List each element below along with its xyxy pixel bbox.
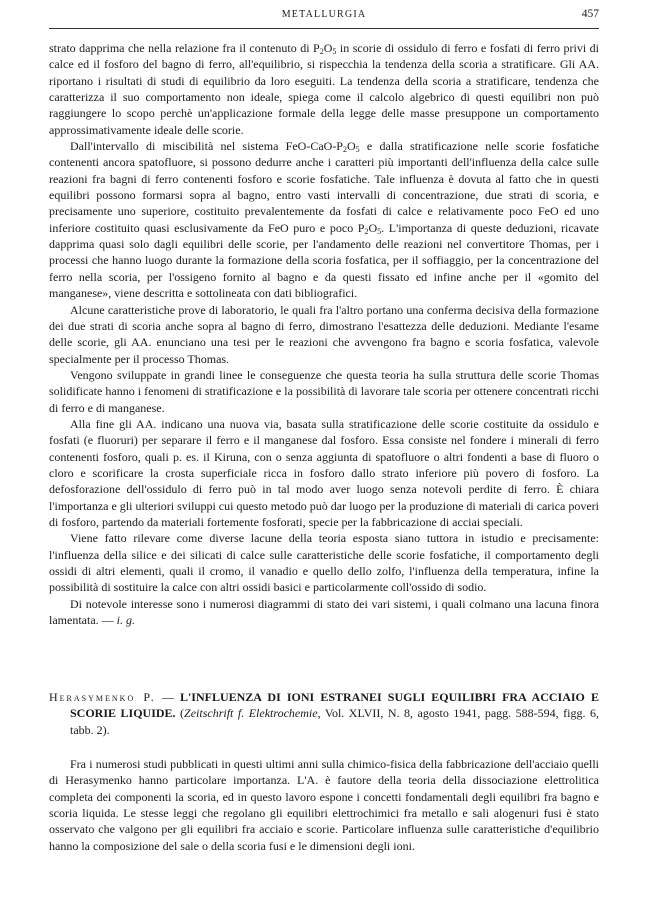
journal-name: Zeitschrift f. Elektrochemie: [184, 706, 318, 721]
article-continuation: [49, 40, 599, 628]
paragraph-1: strato dapprima che nella relazione fra il contenuto di $P_2O_5$ in scorie di ossidulo di ferro e fosfati di ferro privi di calce ed il fosforo del bagno di ferro, all'equilibrio, si rispecchia la tendenza della scoria a stratificare. Gli AA. riportano i risultati di studi di equilibrio da loro eseguiti. La tendenza della scoria a stratificare, tendenza che caratterizza il suo comportamento non ideale, spiega come il calcolo algebrico di questi equilibri non può raggiungere lo scopo perchè un'applicazione formale della legge delle masse presuppone un comportamento approssimativamente ideale delle scorie.: [49, 41, 600, 137]
citation-details: , Vol. XLVII, N. 8, agosto 1941, pagg. 588-594, figg. 6, tabb. 2).: [70, 706, 599, 737]
author-name: Herasymenko P.: [49, 690, 156, 704]
running-head: [49, 9, 599, 25]
paragraph-3: Alcune caratteristiche prove di laboratorio, le quali fra l'altro portano una conferma decisiva della formazione dei due strati di scoria anche sopra al bagno di ferro, dimostrano l'esattezza delle deduzioni. Mediante l'esame delle scorie, gli AA. enunciano una tesi per le reazioni che avvengono fra bagno e scoria fosfatica, valevole specialmente per il processo Thomas.: [49, 302, 599, 366]
review-heading: [49, 689, 599, 738]
review-title: L'INFLUENZA DI IONI ESTRANEI SUGLI EQUILIBRI FRA ACCIAIO E SCORIE LIQUIDE.: [70, 690, 600, 721]
running-title: METALLURGIA: [281, 9, 367, 20]
reviewer-signature: i. g.: [116, 613, 135, 628]
paragraph-2: Dall'intervallo di miscibilità nel sistema FeO-$CaO-P_2O_5$ e dalla stratificazione nelle scorie fosfatiche contenenti ancora spatofluore, si possono dedurre anche i caratteri più importanti dell'influenza della calce sulle reazioni fra bagni di ferro contenenti fosforo e scorie fosfatiche. Tale influenza è dovuta al fatto che in questi equilibri possono formarsi sopra al bagno, entro vasti intervalli di concentrazione, due strati di scoria, e precisamente uno superiore, costituito prevalentemente da fosfati di calce e relativamente poco FeO ed uno inferiore costituito quasi esclusivamente da FeO puro e poco $P_2O_5$. L'importanza di queste deduzioni, ricavate dapprima quasi solo dagli equilibri delle scorie, per l'andamento delle reazioni nel convertitore Thomas, per i processi che hanno luogo durante la formazione della scoria fosfatica, per il soffiaggio, per la concentrazione del ferro nella scoria, per l'ossigeno fornito al bagno e da questi fissato ed infine anche per il «gomito del manganese», viene descritta e sottolineata con dati bibliografici.: [49, 139, 599, 301]
page-number: 457: [581, 8, 599, 20]
review-paragraph-1: Fra i numerosi studi pubblicati in questi ultimi anni sulla chimico-fisica della fabbricazione dell'acciaio quelli di Herasymenko hanno particolare importanza. L'A. è fautore della teoria della dissociazione elettrolitica completa dei componenti la scoria, ed in questo lavoro espone i concetti fondamentali degli equilibri fra bagno e scoria liquida. Le stesse leggi che regolano gli equilibri elettrochimici fra metallo e sali alogenuri fusi è stato osservato che valgono per gli equilibri fra acciaio e scorie. Particolare influenza sulle caratteristiche d'equilibrio hanno la composizione del sale o della scoria fusi e le dimensioni degli ioni.: [49, 757, 599, 853]
paragraph-7: Di notevole interesse sono i numerosi diagrammi di stato dei vari sistemi, i quali colmano una lacuna finora lamentata. — i. g.: [49, 596, 599, 628]
review-body: [49, 756, 599, 854]
header-rule: [49, 28, 599, 29]
review-citation: Herasymenko P. — L'INFLUENZA DI IONI ESTRANEI SUGLI EQUILIBRI FRA ACCIAIO E SCORIE LIQUIDE. (Zeitschrift f. Elektrochemie, Vol. XLVII, N. 8, agosto 1941, pagg. 588-594, figg. 6, tabb. 2).: [49, 690, 600, 737]
paragraph-5: Alla fine gli AA. indicano una nuova via, basata sulla stratificazione delle scorie costituite da ossidulo e fosfati (e fluoruri) per separare il ferro e il manganese dal fosforo. Essa consiste nel fondere i minerali di ferro contenenti fosforo, quali p. es. il Kiruna, con o senza aggiunta di spatofluore o altri fondenti a base di fluoro o cloro e scorificare la crosta superficiale ricca in fosforo dallo strato inferiore più povero di fosforo. La defosforazione dell'ossidulo di ferro può in tal modo aver luogo senza notevoli perdite di ferro. È chiara l'importanza e gli ulteriori sviluppi cui questo metodo può dar luogo per la produzione di materiali di carica poveri di fosforo, partendo da materiali fortemente fosforati, specie per la fabbricazione di acciai speciali.: [49, 416, 600, 529]
paragraph-4: Vengono sviluppate in grandi linee le conseguenze che questa teoria ha sulla struttura delle scorie Thomas solidificate hanno i fenomeni di stratificazione e la possibilità di lavorare tale scoria per ottenere concentrati ricchi di ferro e di manganese.: [49, 367, 599, 415]
paragraph-6: Viene fatto rilevare come diverse lacune della teoria esposta siano tuttora in istudio e precisamente: l'influenza della silice e dei silicati di calce sulle caratteristiche delle scorie fosfatiche, il comportamento degli ossidi di altri elementi, quali il cromo, il vanadio e quello dello zolfo, l'influenza della temperatura, infine la possibilità di sostituire la calce con altri ossidi basici e particolarmente coll'ossido di sodio.: [49, 531, 599, 595]
